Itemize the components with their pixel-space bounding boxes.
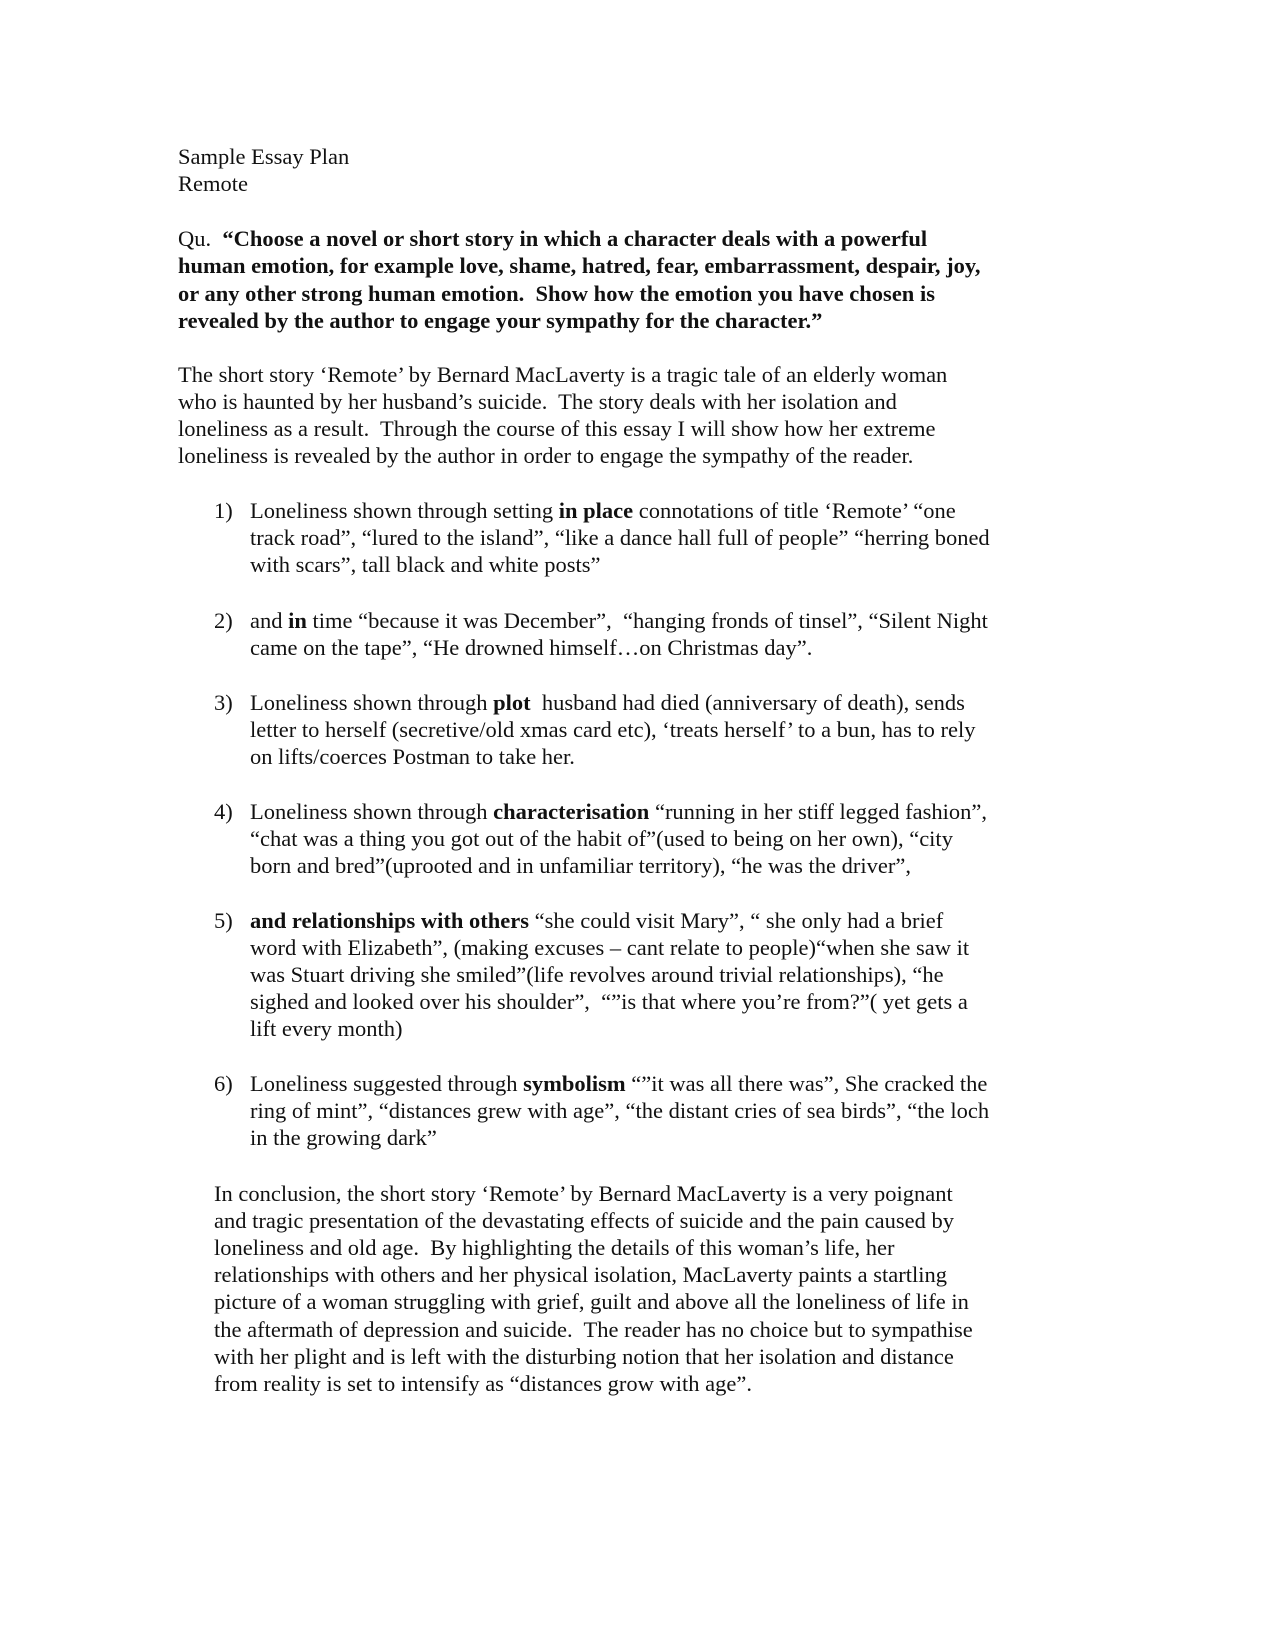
emphasis: symbolism xyxy=(523,1071,626,1096)
list-number: 2) xyxy=(214,608,233,633)
emphasis: and relationships with others xyxy=(250,908,530,933)
question-line: or any other strong human emotion. Show how the emotion you have chosen is xyxy=(178,281,935,306)
conclusion-line: picture of a woman struggling with grief, guilt and above all the loneliness of life in xyxy=(214,1289,969,1314)
emphasis: in xyxy=(288,608,307,633)
conclusion-line: from reality is set to intensify as “distances grow with age”. xyxy=(214,1371,752,1396)
list-number: 4) xyxy=(214,799,233,824)
list-number: 1) xyxy=(214,498,233,523)
conclusion-line: relationships with others and her physical isolation, MacLaverty paints a startling xyxy=(214,1262,947,1287)
conclusion-line: In conclusion, the short story ‘Remote’ by Bernard MacLaverty is a very poignant xyxy=(214,1181,953,1206)
doc-title: Sample Essay Plan xyxy=(178,144,350,169)
list-number: 3) xyxy=(214,690,233,715)
list-number: 5) xyxy=(214,908,233,933)
emphasis: characterisation xyxy=(493,799,650,824)
emphasis: in place xyxy=(558,498,634,523)
emphasis: plot xyxy=(493,690,531,715)
question-line: revealed by the author to engage your sympathy for the character.” xyxy=(178,308,823,333)
conclusion-line: the aftermath of depression and suicide. The reader has no choice but to sympathise xyxy=(214,1317,973,1342)
intro-line: loneliness is revealed by the author in order to engage the sympathy of the reader. xyxy=(178,443,914,468)
intro-line: loneliness as a result. Through the course of this essay I will show how her extreme xyxy=(178,416,936,441)
doc-subtitle: Remote xyxy=(178,171,248,196)
question-line: human emotion, for example love, shame, hatred, fear, embarrassment, despair, joy, xyxy=(178,253,981,278)
intro-line: The short story ‘Remote’ by Bernard MacLaverty is a tragic tale of an elderly woman xyxy=(178,362,948,387)
conclusion-line: loneliness and old age. By highlighting the details of this woman’s life, her xyxy=(214,1235,895,1260)
question-line xyxy=(178,225,927,252)
conclusion-line: and tragic presentation of the devastating effects of suicide and the pain caused by xyxy=(214,1208,954,1233)
question-text: “Choose a novel or short story in which a character deals with a powerful xyxy=(222,226,928,251)
list-number: 6) xyxy=(214,1071,233,1096)
conclusion-line: with her plight and is left with the disturbing notion that her isolation and distance xyxy=(214,1344,954,1369)
intro-line: who is haunted by her husband’s suicide. The story deals with her isolation and xyxy=(178,389,897,414)
question-prefix: Qu. xyxy=(178,226,223,251)
